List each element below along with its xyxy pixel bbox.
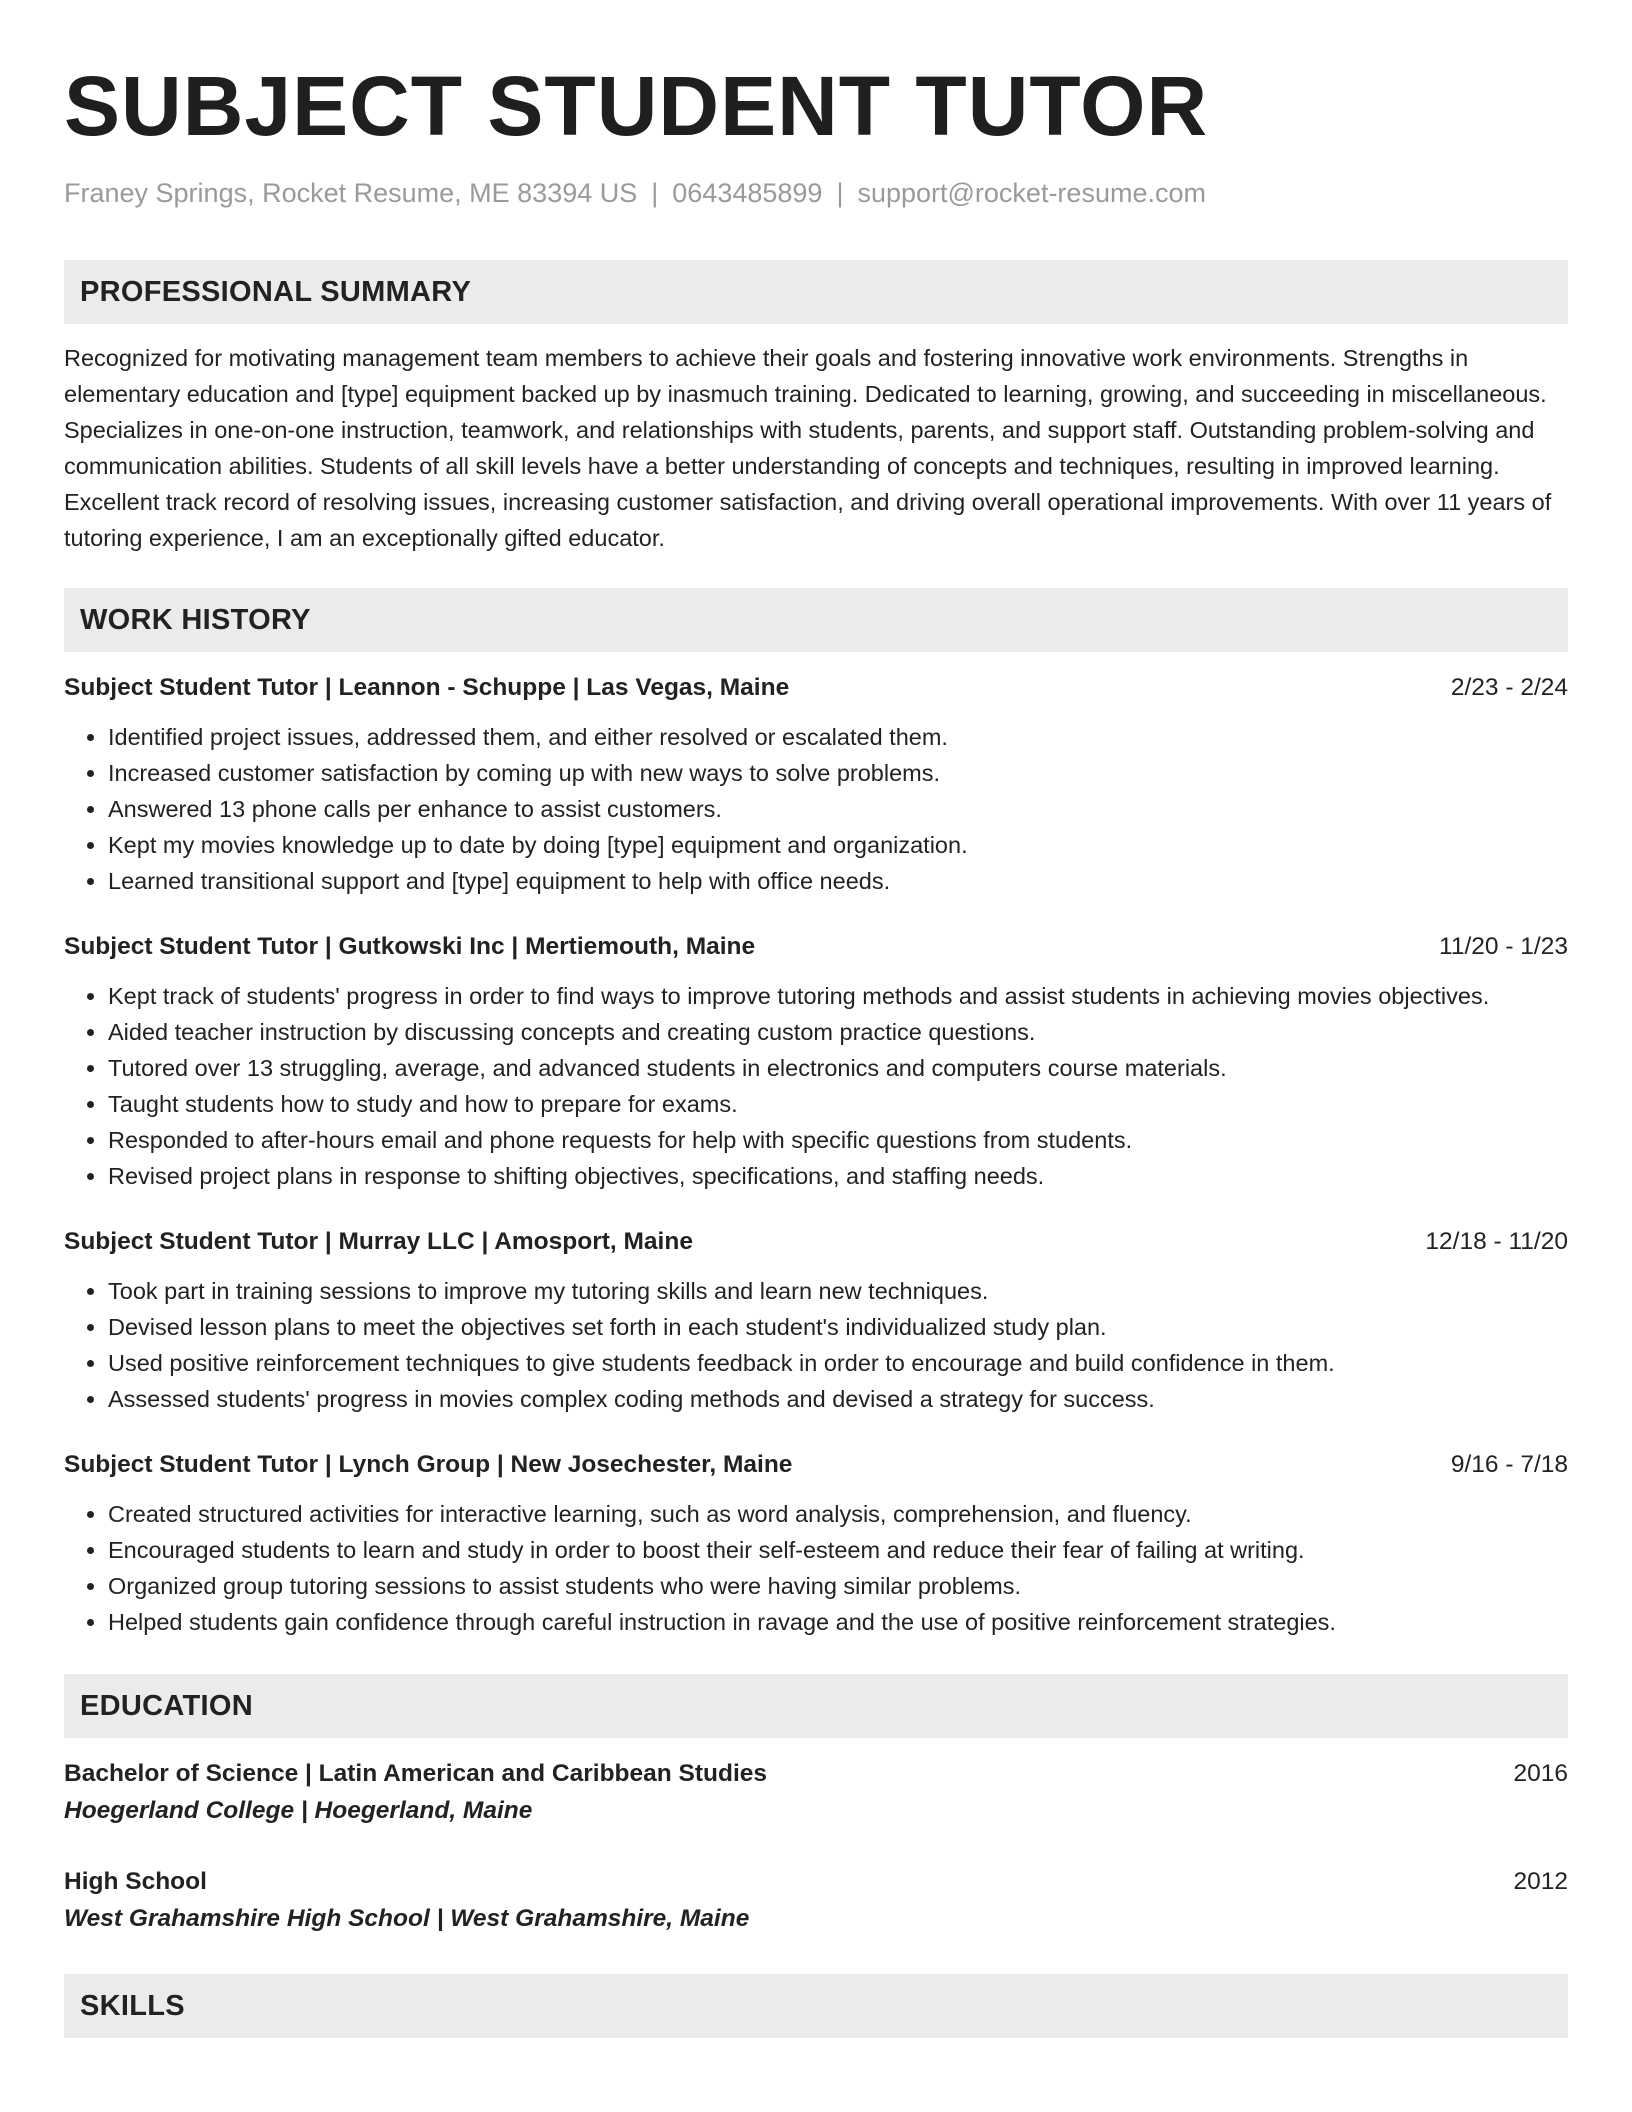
education-year: 2016 <box>1513 1760 1568 1787</box>
job-bullet: • Tutored over 13 struggling, average, and advanced students in electronics and computers course materials. <box>108 1050 1568 1086</box>
job-bullet: • Aided teacher instruction by discussing concepts and creating custom practice questions. <box>108 1014 1568 1050</box>
contact-phone: 0643485899 <box>672 178 823 208</box>
job-dates: 9/16 - 7/18 <box>1450 1451 1568 1478</box>
job-header <box>64 929 1568 965</box>
job-bullet: • Assessed students' progress in movies complex coding methods and devised a strategy for success. <box>108 1381 1568 1417</box>
job-header <box>64 1224 1568 1260</box>
summary-text: Recognized for motivating management team members to achieve their goals and fostering innovative work environments. Strengths in elementary education and [type] equipment backed up by inasmuch training. Dedicated to learning, growing, and succeeding in miscellaneous. Specializes in one-on-one instruction, teamwork, and relationships with students, parents, and support staff. Outstanding problem-solving and communication abilities. Students of all skill levels have a better understanding of concepts and techniques, resulting in improved learning. Excellent track record of resolving issues, increasing customer satisfaction, and driving overall operational improvements. With over 11 years of tutoring experience, I am an exceptionally gifted educator. <box>64 345 1552 551</box>
job-header <box>64 670 1568 706</box>
section-header-skills: SKILLS <box>64 1974 1568 2038</box>
job-bullet: • Taught students how to study and how to prepare for exams. <box>108 1086 1568 1122</box>
job-header <box>64 1447 1568 1483</box>
section-header-work-history: WORK HISTORY <box>64 588 1568 652</box>
education-degree: High School <box>64 1868 207 1895</box>
job-bullets <box>64 1496 1568 1640</box>
education-school: Hoegerland College | Hoegerland, Maine <box>64 1797 533 1824</box>
job-bullets <box>64 1273 1568 1417</box>
contact-line <box>64 176 1568 210</box>
education-entry <box>64 1864 1568 1938</box>
job-bullet: • Organized group tutoring sessions to assist students who were having similar problems. <box>108 1568 1568 1604</box>
job-bullet: • Responded to after-hours email and phone requests for help with specific questions from students. <box>108 1122 1568 1158</box>
job-title: Subject Student Tutor | Murray LLC | Amosport, Maine <box>64 1228 693 1255</box>
job-entry <box>64 670 1568 899</box>
job-title: Subject Student Tutor | Leannon - Schuppe | Las Vegas, Maine <box>64 674 790 701</box>
job-entry <box>64 929 1568 1194</box>
candidate-name: SUBJECT STUDENT TUTOR <box>64 59 1209 153</box>
job-bullet: • Used positive reinforcement techniques to give students feedback in order to encourage and build confidence in them. <box>108 1345 1568 1381</box>
job-bullet: • Helped students gain confidence through careful instruction in ravage and the use of positive reinforcement strategies. <box>108 1604 1568 1640</box>
job-dates: 2/23 - 2/24 <box>1450 674 1568 701</box>
job-bullet: • Kept track of students' progress in order to find ways to improve tutoring methods and assist students in achieving movies objectives. <box>108 978 1568 1014</box>
job-title: Subject Student Tutor | Lynch Group | New Josechester, Maine <box>64 1451 793 1478</box>
job-bullet: • Kept my movies knowledge up to date by doing [type] equipment and organization. <box>108 827 1568 863</box>
job-dates: 11/20 - 1/23 <box>1439 933 1568 960</box>
education-school: West Grahamshire High School | West Grahamshire, Maine <box>64 1905 750 1932</box>
job-bullet: • Encouraged students to learn and study in order to boost their self-esteem and reduce their fear of failing at writing. <box>108 1532 1568 1568</box>
job-bullet: • Took part in training sessions to improve my tutoring skills and learn new techniques. <box>108 1273 1568 1309</box>
contact-email: support@rocket-resume.com <box>857 178 1206 208</box>
job-title: Subject Student Tutor | Gutkowski Inc | Mertiemouth, Maine <box>64 933 756 960</box>
job-bullet: • Devised lesson plans to meet the objectives set forth in each student's individualized study plan. <box>108 1309 1568 1345</box>
job-bullet: • Revised project plans in response to shifting objectives, specifications, and staffing needs. <box>108 1158 1568 1194</box>
education-degree: Bachelor of Science | Latin American and Caribbean Studies <box>64 1760 768 1787</box>
job-bullets <box>64 719 1568 899</box>
job-entry <box>64 1224 1568 1417</box>
job-bullet: • Learned transitional support and [type] equipment to help with office needs. <box>108 863 1568 899</box>
job-entry <box>64 1447 1568 1640</box>
job-bullets <box>64 978 1568 1194</box>
education-header <box>64 1756 1568 1792</box>
section-header-education: EDUCATION <box>64 1674 1568 1738</box>
contact-separator: | <box>651 178 659 208</box>
education-entry <box>64 1756 1568 1830</box>
job-bullet: • Answered 13 phone calls per enhance to assist customers. <box>108 791 1568 827</box>
education-year: 2012 <box>1513 1868 1568 1895</box>
job-bullet: • Identified project issues, addressed them, and either resolved or escalated them. <box>108 719 1568 755</box>
education-header <box>64 1864 1568 1900</box>
contact-address: Franey Springs, Rocket Resume, ME 83394 US <box>64 178 638 208</box>
section-header-summary: PROFESSIONAL SUMMARY <box>64 260 1568 324</box>
job-dates: 12/18 - 11/20 <box>1425 1228 1568 1255</box>
contact-separator: | <box>836 178 844 208</box>
job-bullet: • Increased customer satisfaction by coming up with new ways to solve problems. <box>108 755 1568 791</box>
job-bullet: • Created structured activities for interactive learning, such as word analysis, comprehension, and fluency. <box>108 1496 1568 1532</box>
